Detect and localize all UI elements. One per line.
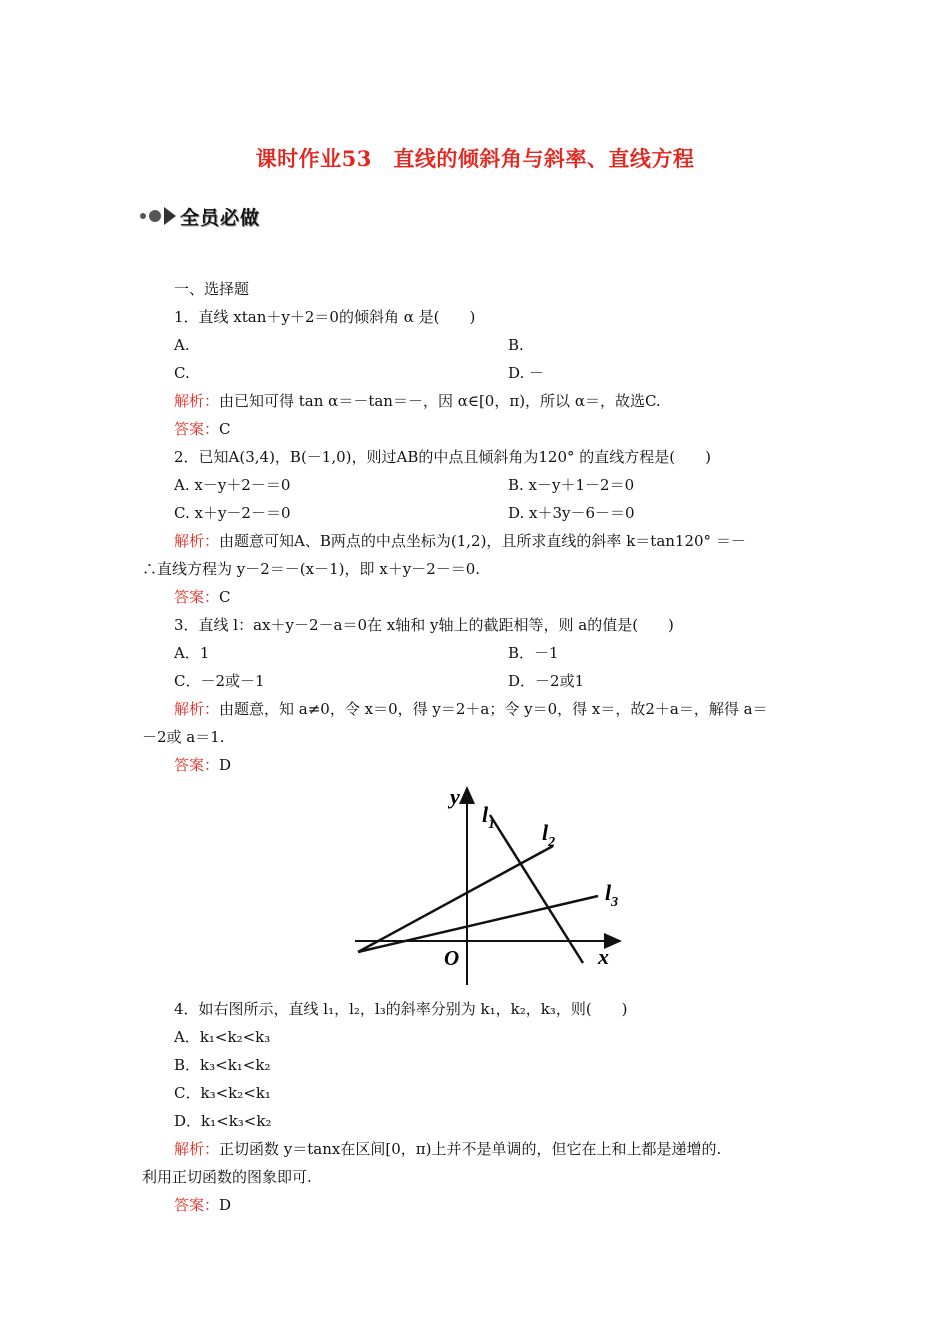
q4-option-d: D．k₁<k₃<k₂ [174,1112,272,1130]
q2-option-b: B. x－y＋1－2＝0 [508,476,635,494]
q2-answer-value: C [219,588,231,606]
page-title: 课时作业53 直线的倾斜角与斜率、直线方程 [255,146,695,171]
line-l2 [358,846,553,952]
section-heading: 一、选择题 [174,280,250,298]
q2-option-a: A. x－y＋2－＝0 [174,476,291,494]
q2-analysis-label: 解析： [174,532,220,550]
q3-stem: 3．直线 l：ax＋y－2－a＝0在 x轴和 y轴上的截距相等，则 a的值是( ) [174,616,674,634]
q1-answer-label: 答案： [174,420,220,438]
q4-stem: 4．如右图所示，直线 l₁，l₂，l₃的斜率分别为 k₁，k₂，k₃，则( ) [174,1000,628,1018]
q4-analysis-label: 解析： [174,1140,220,1158]
q3-answer-label: 答案： [174,756,220,774]
bullet-small-icon [140,213,146,219]
q1-option-c: C. [174,364,190,382]
q1-option-a: A. [174,336,190,354]
q3-analysis-label: 解析： [174,700,220,718]
l1-subscript: 1 [488,817,496,832]
q4-answer [174,1195,231,1215]
q2-stem: 2．已知A(3,4)，B(－1,0)，则过AB的中点且倾斜角为120° 的直线方程是( ) [174,448,711,466]
q3-answer [174,755,231,775]
x-axis-label: x [598,944,609,969]
q3-answer-value: D [219,756,232,774]
q4-option-c: C．k₃<k₂<k₁ [174,1084,271,1102]
q4-answer-label: 答案： [174,1196,220,1214]
q3-analysis [174,699,768,719]
q2-answer [174,587,231,607]
q4-option-a: A．k₁<k₂<k₃ [174,1028,271,1046]
arrow-right-icon [164,207,176,225]
section-banner [140,203,260,229]
l1-label [482,802,495,832]
line-l3 [358,896,598,952]
y-axis-label: y [450,784,460,809]
banner-label: 全员必做 [180,206,261,229]
q4-analysis-text-2: 利用正切函数的图象即可. [142,1168,312,1186]
q1-answer [174,419,231,439]
q1-option-b: B. [508,336,524,354]
q1-analysis [174,391,661,411]
q2-option-d: D. x＋3y－6－＝0 [508,504,635,522]
q3-option-d: D．－2或1 [508,672,585,690]
q4-option-b: B．k₃<k₁<k₂ [174,1056,271,1074]
l3-label [605,880,618,910]
q2-analysis-text-2: ∴直线方程为 y－2＝－(x－1)，即 x＋y－2－＝0. [142,560,481,578]
l1-name: l [482,802,489,827]
l3-name: l [605,880,612,905]
q1-analysis-text: 由已知可得 tan α＝－tan＝－，因 α∈[0，π)，所以 α＝，故选C. [219,392,661,410]
l2-name: l [542,820,549,845]
l2-subscript: 2 [548,835,556,850]
q1-analysis-label: 解析： [174,392,220,410]
l3-subscript: 3 [611,895,619,910]
q3-option-a: A．1 [174,644,210,662]
q1-stem: 1．直线 xtan＋y＋2＝0的倾斜角 α 是( ) [174,308,476,326]
origin-label: O [444,946,460,970]
q4-answer-value: D [219,1196,232,1214]
q3-analysis-text-1: 由题意，知 a≠0，令 x＝0，得 y＝2＋a；令 y＝0，得 x＝，故2＋a＝，解得 a＝ [219,700,768,718]
q2-answer-label: 答案： [174,588,220,606]
q4-analysis [174,1139,721,1159]
q2-analysis-text-1: 由题意可知A、B两点的中点坐标为(1,2)，且所求直线的斜率 k＝tan120° ＝－ [219,532,746,550]
lines-figure [340,780,640,990]
q3-option-c: C．－2或－1 [174,672,265,690]
q4-analysis-text-1: 正切函数 y＝tanx在区间[0，π)上并不是单调的，但它在上和上都是递增的. [219,1140,722,1158]
bullet-large-icon [149,210,161,222]
q3-option-b: B．－1 [508,644,559,662]
q1-answer-value: C [219,420,231,438]
q2-analysis [174,531,746,551]
q3-analysis-text-2: －2或 a＝1. [142,728,225,746]
q2-option-c: C. x＋y－2－＝0 [174,504,291,522]
l2-label [542,820,555,850]
q1-option-d: D. － [508,364,545,382]
